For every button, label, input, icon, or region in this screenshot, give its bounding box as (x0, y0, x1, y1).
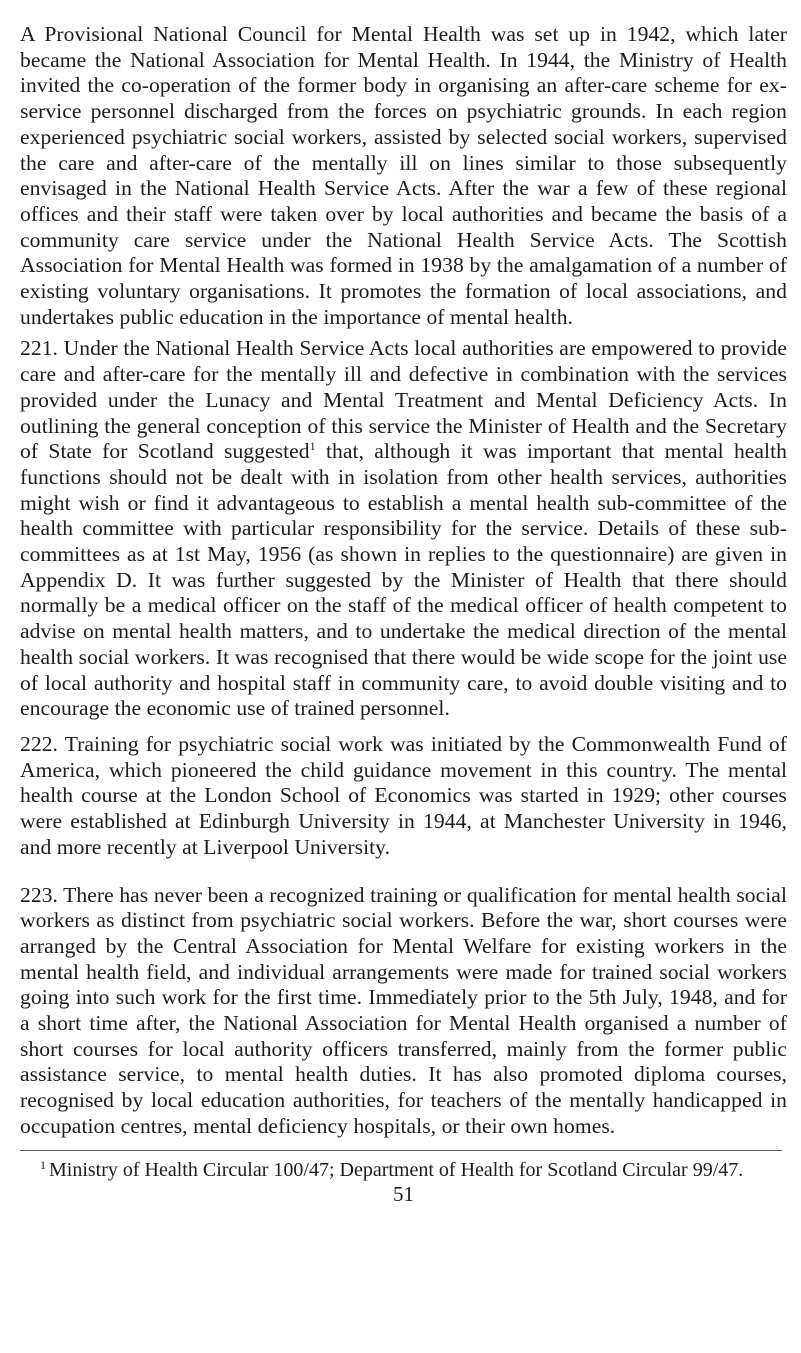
paragraph-223: 223. There has never been a recognized training or qualification for mental health social workers as distinct from psychiatric social workers. Before the war, short courses were arranged by the Central Association for Mental Welfare for existing workers in the mental health field, and individual arrangements were made for trained social workers going into such work for the first time. Immediately prior to the 5th July, 1948, and for a short time after, the National Association for Mental Health organised a number of short courses for local authority officers transferred, mainly from the former public assistance service, to mental health duties. It has also promoted diploma courses, recognised by local education authorities, for teachers of the mentally handicapped in occupation centres, mental deficiency hospitals, or their own homes. (20, 882, 787, 1138)
footnote (40, 1153, 787, 1182)
paragraph-222: 222. Training for psychiatric social work was initiated by the Commonwealth Fund of America, which pioneered the child guidance movement in this country. The mental health course at the London School of Economics was started in 1929; other courses were established at Edinburgh University in 1944, at Manchester University in 1946, and more recently at Liverpool University. (20, 731, 787, 859)
footnote-marker: 1 (40, 1157, 46, 1172)
paragraph-221-text-after: that, although it was important that mental health functions should not be dealt with in isolation from other health services, authorities might wish or find it advantageous to establish a mental health sub-committee of the health committee with particular responsibility for the service. Details of these sub-committees as at 1st May, 1956 (as shown in replies to the questionnaire) are given in Appendix D. It was further suggested by the Minister of Health that there should normally be a medical officer on the staff of the medical officer of health competent to advise on mental health matters, and to undertake the medical direction of the mental health social workers. It was recognised that there would be wide scope for the joint use of local authority and hospital staff in community care, to avoid double visiting and to encourage the economic use of trained personnel. (20, 439, 788, 721)
paragraph-221-text-before: 221. Under the National Health Service Acts local authorities are empowered to provide care and after-care for the mentally ill and defective in combination with the services provided under the Lunacy and Mental Treatment and Mental Deficiency Acts. In outlining the general conception of this service the Minister of Health and the Secretary of State for Scotland suggested (20, 336, 787, 464)
footnote-divider (20, 1150, 782, 1151)
paragraph-council: A Provisional National Council for Mental Health was set up in 1942, which later became the National Association for Mental Health. In 1944, the Ministry of Health invited the co-operation of the former body in organising an after-care scheme for ex-service personnel discharged from the forces on psychiatric grounds. In each region experienced psychiatric social workers, assisted by selected social workers, supervised the care and after-care of the mentally ill on lines similar to those subsequently envisaged in the National Health Service Acts. After the war a few of these regional offices and their staff were taken over by local authorities and became the basis of a community care service under the National Health Service Acts. The Scottish Association for Mental Health was formed in 1938 by the amalgamation of a number of existing voluntary organisations. It promotes the formation of local associations, and undertakes public education in the importance of mental health. (20, 22, 787, 329)
paragraph-221 (20, 336, 787, 722)
footnote-reference: 1 (309, 439, 316, 454)
page-number: 51 (393, 1181, 414, 1206)
footnote-text: Ministry of Health Circular 100/47; Department of Health for Scotland Circular 99/47. (49, 1158, 744, 1181)
